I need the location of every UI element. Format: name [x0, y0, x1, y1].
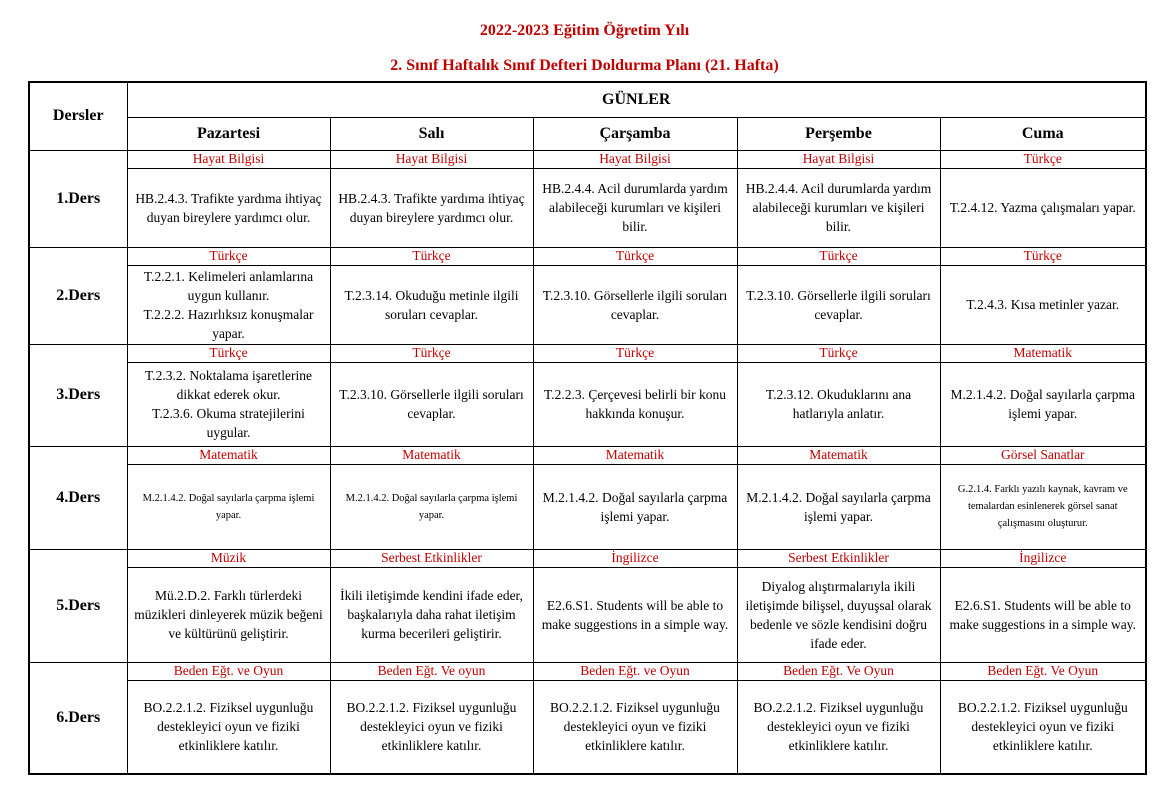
outcome-cell: T.2.3.12. Okuduklarını ana hatlarıyla anlatır.	[737, 362, 940, 446]
outcome-cell: T.2.3.2. Noktalama işaretlerine dikkat ederek okur. T.2.3.6. Okuma stratejilerini uygular.	[127, 362, 330, 446]
dersler-header: Dersler	[29, 82, 127, 150]
subject-cell: Hayat Bilgisi	[533, 150, 737, 168]
outcome-cell: T.2.3.14. Okuduğu metinle ilgili soruları cevaplar.	[330, 265, 533, 344]
lesson-label: 5.Ders	[29, 549, 127, 662]
subject-cell: Türkçe	[737, 247, 940, 265]
subject-cell: Beden Eğt. Ve Oyun	[940, 662, 1146, 680]
document-subtitle: 2. Sınıf Haftalık Sınıf Defteri Doldurma Planı (21. Hafta)	[390, 57, 779, 74]
subject-cell: Beden Eğt. ve Oyun	[533, 662, 737, 680]
outcome-cell: M.2.1.4.2. Doğal sayılarla çarpma işlemi yapar.	[330, 464, 533, 549]
subject-cell: İngilizce	[940, 549, 1146, 567]
day-header-pazartesi: Pazartesi	[127, 117, 330, 150]
outcome-cell: BO.2.2.1.2. Fiziksel uygunluğu destekleyici oyun ve fiziki etkinliklere katılır.	[533, 680, 737, 774]
subject-cell: Hayat Bilgisi	[737, 150, 940, 168]
subject-cell: Beden Eğt. ve Oyun	[127, 662, 330, 680]
subject-cell: Hayat Bilgisi	[127, 150, 330, 168]
outcome-cell: E2.6.S1. Students will be able to make suggestions in a simple way.	[533, 567, 737, 662]
subject-cell: Matematik	[940, 344, 1146, 362]
subject-cell: Serbest Etkinlikler	[330, 549, 533, 567]
subject-cell: Türkçe	[330, 344, 533, 362]
lesson-label: 6.Ders	[29, 662, 127, 774]
outcome-cell: T.2.4.3. Kısa metinler yazar.	[940, 265, 1146, 344]
outcome-cell: T.2.3.10. Görsellerle ilgili soruları cevaplar.	[533, 265, 737, 344]
gunler-header: GÜNLER	[127, 82, 1146, 117]
outcome-cell: BO.2.2.1.2. Fiziksel uygunluğu destekleyici oyun ve fiziki etkinliklere katılır.	[737, 680, 940, 774]
lesson-label: 2.Ders	[29, 247, 127, 344]
lesson-rows	[29, 150, 1146, 774]
subject-cell: Matematik	[737, 446, 940, 464]
outcome-cell: T.2.3.10. Görsellerle ilgili soruları cevaplar.	[330, 362, 533, 446]
subject-cell: Türkçe	[127, 247, 330, 265]
outcome-cell: T.2.3.10. Görsellerle ilgili soruları cevaplar.	[737, 265, 940, 344]
document-title: 2022-2023 Eğitim Öğretim Yılı	[479, 22, 690, 39]
outcome-cell: E2.6.S1. Students will be able to make suggestions in a simple way.	[940, 567, 1146, 662]
outcome-cell: Diyalog alıştırmalarıyla ikili iletişimde bilişsel, duyuşsal olarak bedenle ve sözle kendisini doğru ifade eder.	[737, 567, 940, 662]
subject-cell: Türkçe	[737, 344, 940, 362]
lesson-label: 4.Ders	[29, 446, 127, 549]
outcome-cell: HB.2.4.3. Trafikte yardıma ihtiyaç duyan bireylere yardımcı olur.	[127, 168, 330, 247]
outcome-cell: T.2.4.12. Yazma çalışmaları yapar.	[940, 168, 1146, 247]
subject-cell: Türkçe	[940, 247, 1146, 265]
subject-cell: Beden Eğt. Ve oyun	[330, 662, 533, 680]
subject-cell: Görsel Sanatlar	[940, 446, 1146, 464]
weekly-plan-table	[28, 81, 1147, 775]
outcome-cell: HB.2.4.4. Acil durumlarda yardım alabileceği kurumları ve kişileri bilir.	[533, 168, 737, 247]
outcome-cell: G.2.1.4. Farklı yazılı kaynak, kavram ve temalardan esinlenerek görsel sanat çalışmasını oluşturur.	[940, 464, 1146, 549]
outcome-cell: HB.2.4.4. Acil durumlarda yardım alabileceği kurumları ve kişileri bilir.	[737, 168, 940, 247]
outcome-cell: M.2.1.4.2. Doğal sayılarla çarpma işlemi yapar.	[533, 464, 737, 549]
outcome-cell: T.2.2.1. Kelimeleri anlamlarına uygun kullanır. T.2.2.2. Hazırlıksız konuşmalar yapar.	[127, 265, 330, 344]
day-header-sali: Salı	[330, 117, 533, 150]
lesson-label: 1.Ders	[29, 150, 127, 247]
day-header-persembe: Perşembe	[737, 117, 940, 150]
outcome-cell: M.2.1.4.2. Doğal sayılarla çarpma işlemi yapar.	[940, 362, 1146, 446]
subject-cell: Türkçe	[127, 344, 330, 362]
subject-cell: Türkçe	[533, 344, 737, 362]
outcome-cell: M.2.1.4.2. Doğal sayılarla çarpma işlemi yapar.	[737, 464, 940, 549]
subject-cell: Matematik	[127, 446, 330, 464]
subject-cell: Müzik	[127, 549, 330, 567]
outcome-cell: BO.2.2.1.2. Fiziksel uygunluğu destekleyici oyun ve fiziki etkinliklere katılır.	[330, 680, 533, 774]
outcome-cell: T.2.2.3. Çerçevesi belirli bir konu hakkında konuşur.	[533, 362, 737, 446]
outcome-cell: İkili iletişimde kendini ifade eder, başkalarıyla daha rahat iletişim kurma becerileri geliştirir.	[330, 567, 533, 662]
outcome-cell: M.2.1.4.2. Doğal sayılarla çarpma işlemi yapar.	[127, 464, 330, 549]
subject-cell: Hayat Bilgisi	[330, 150, 533, 168]
day-header-cuma: Cuma	[940, 117, 1146, 150]
subject-cell: Türkçe	[330, 247, 533, 265]
outcome-cell: Mü.2.D.2. Farklı türlerdeki müzikleri dinleyerek müzik beğeni ve kültürünü geliştirir.	[127, 567, 330, 662]
subject-cell: İngilizce	[533, 549, 737, 567]
subject-cell: Matematik	[533, 446, 737, 464]
subject-cell: Matematik	[330, 446, 533, 464]
subject-cell: Türkçe	[533, 247, 737, 265]
outcome-cell: BO.2.2.1.2. Fiziksel uygunluğu destekleyici oyun ve fiziki etkinliklere katılır.	[127, 680, 330, 774]
outcome-cell: HB.2.4.3. Trafikte yardıma ihtiyaç duyan bireylere yardımcı olur.	[330, 168, 533, 247]
subject-cell: Türkçe	[940, 150, 1146, 168]
lesson-label: 3.Ders	[29, 344, 127, 446]
day-header-carsamba: Çarşamba	[533, 117, 737, 150]
subject-cell: Serbest Etkinlikler	[737, 549, 940, 567]
subject-cell: Beden Eğt. Ve Oyun	[737, 662, 940, 680]
outcome-cell: BO.2.2.1.2. Fiziksel uygunluğu destekleyici oyun ve fiziki etkinliklere katılır.	[940, 680, 1146, 774]
